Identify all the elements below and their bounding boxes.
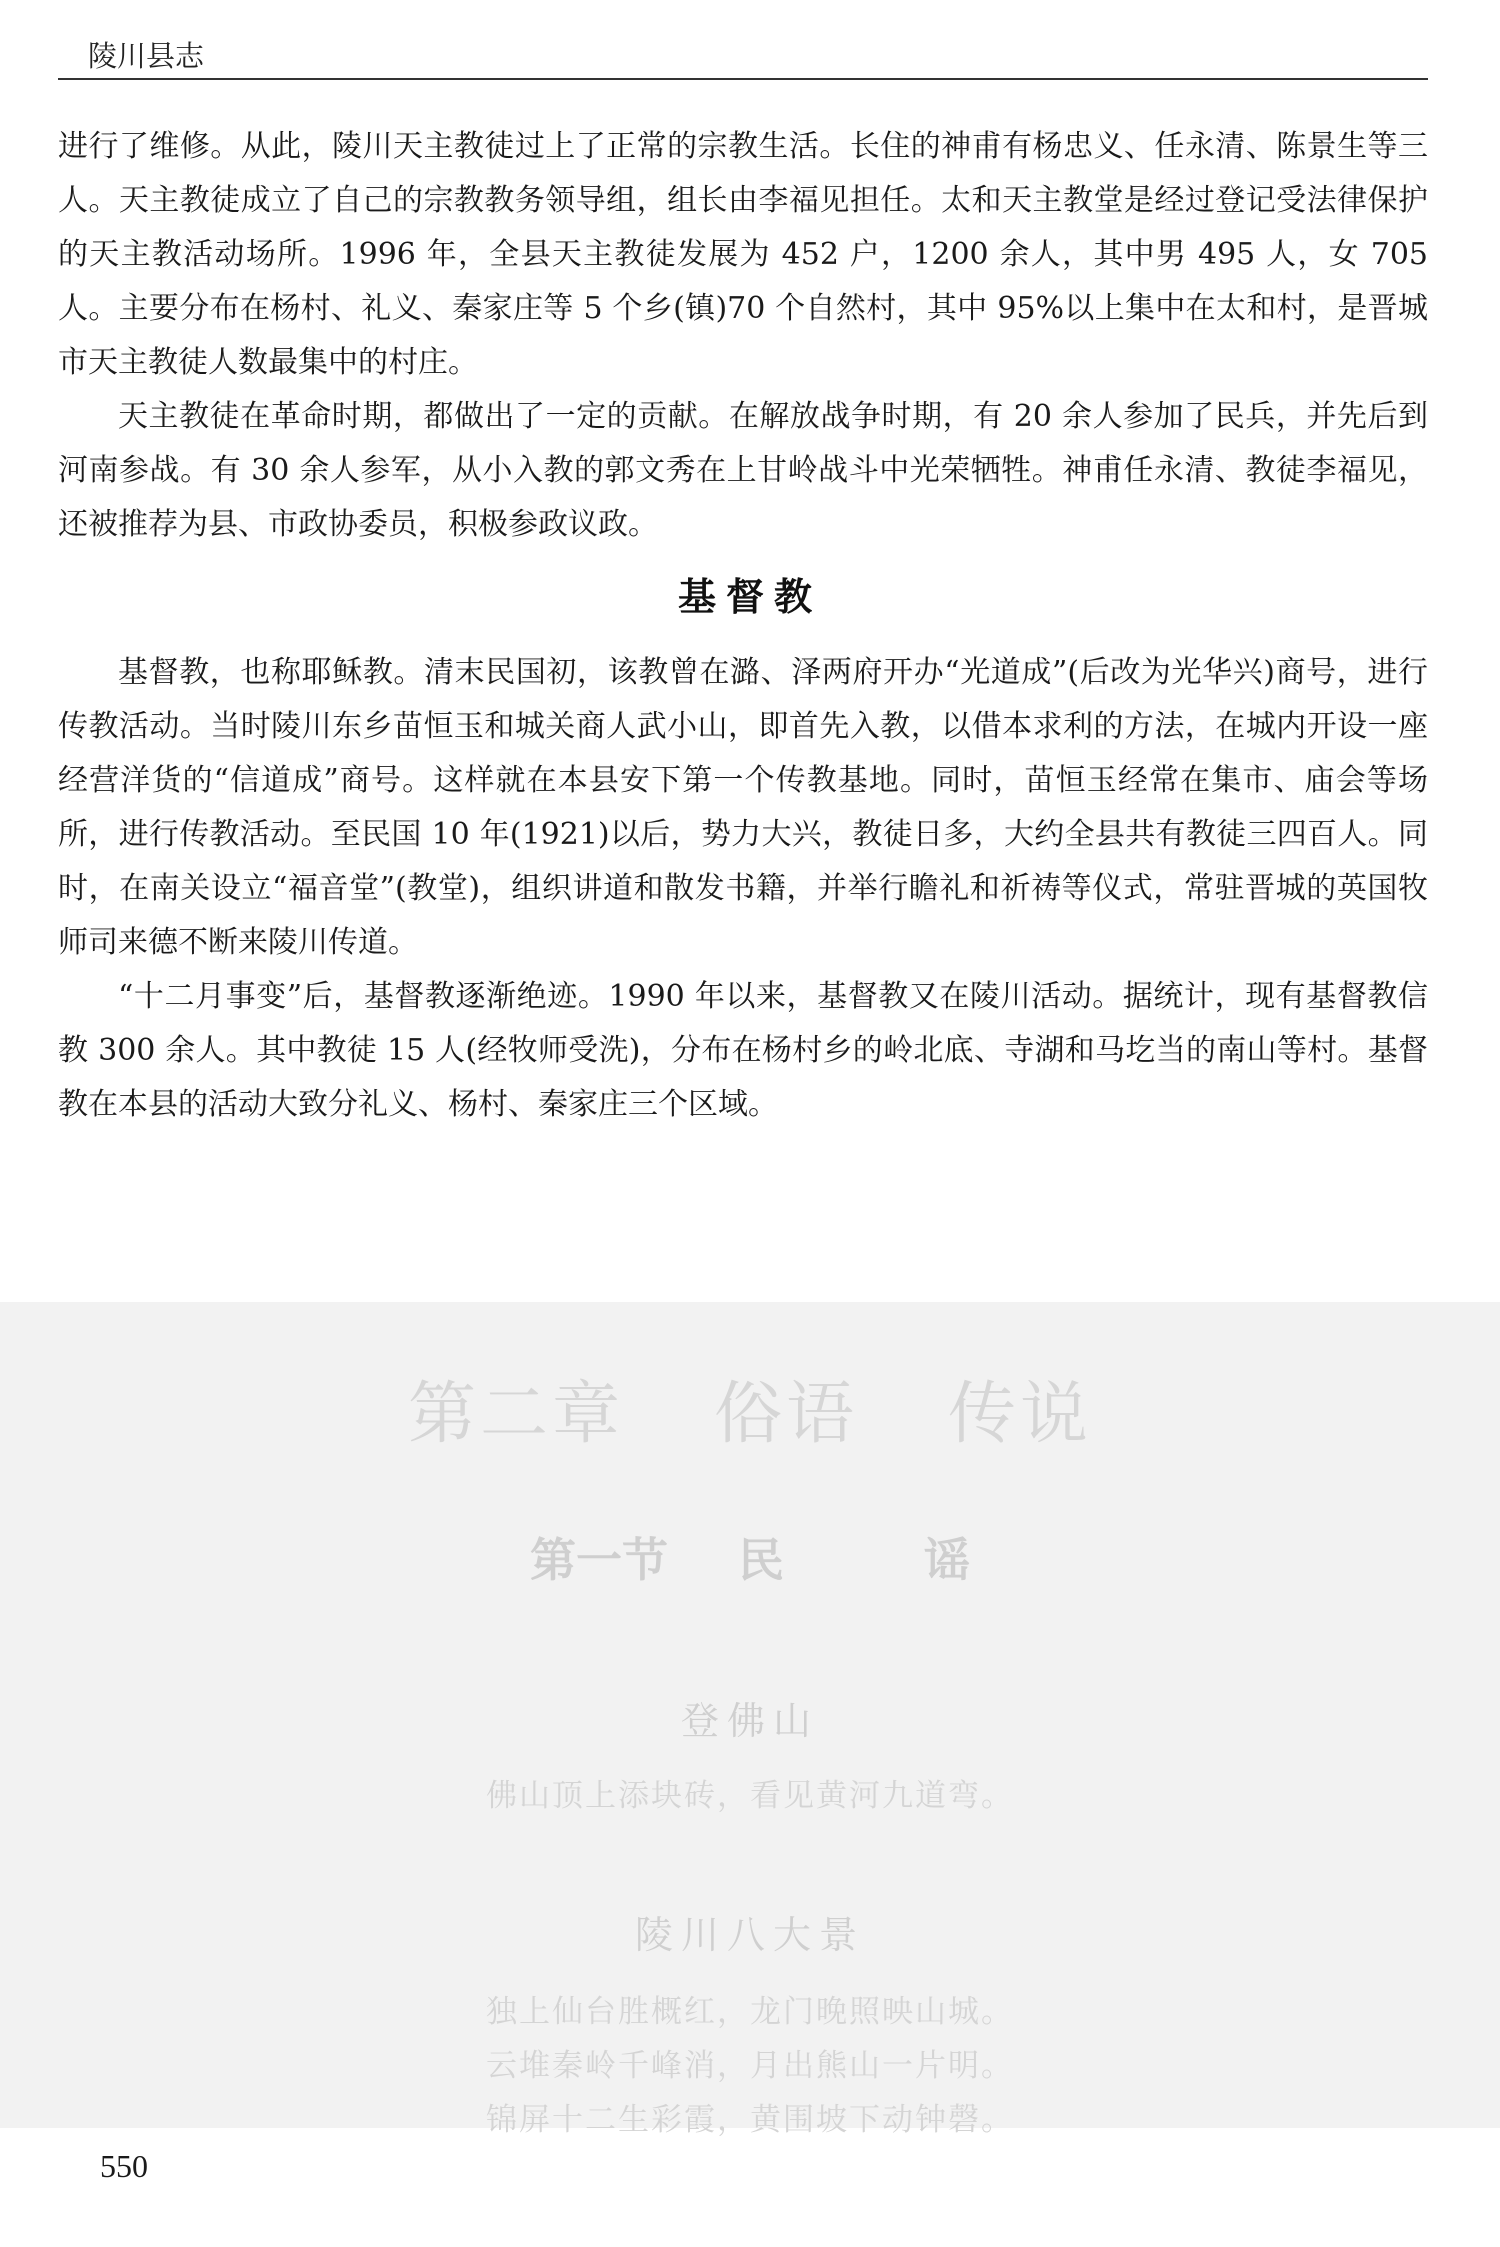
chapter-number: 第二章 xyxy=(407,1375,624,1454)
poem-line: 云堆秦岭千峰消，月出熊山一片明。 xyxy=(486,2048,1014,2084)
chapter-name-part1: 俗语 xyxy=(713,1375,858,1454)
poem-line: 独上仙台胜概红，龙门晚照映山城。 xyxy=(486,1994,1014,2030)
section-name-a: 民 xyxy=(738,1533,784,1587)
section-number: 第一节 xyxy=(530,1533,668,1587)
paragraph: 基督教，也称耶稣教。清末民国初，该教曾在潞、泽两府开办“光道成”(后改为光华兴)商号，进行传教活动。当时陵川东乡苗恒玉和城关商人武小山，即首先入教，以借本求利的方法，在城内开设一座经营洋货的“信道成”商号。这样就在本县安下第一个传教基地。同时，苗恒玉经常在集市、庙会等场所，进行传教活动。至民国 10 年(1921)以后，势力大兴，教徒日多，大约全县共有教徒三四百人。同时，在南关设立“福音堂”(教堂)，组织讲道和散发书籍，并举行瞻礼和祈祷等仪式，常驻晋城的英国牧师司来德不断来陵川传道。 xyxy=(58,655,1428,960)
poem-title: 登佛山 xyxy=(680,1699,819,1743)
poem-line: 佛山顶上添块砖，看见黄河九道弯。 xyxy=(486,1778,1014,1814)
section-title: 基督教 xyxy=(677,575,822,619)
header-rule xyxy=(58,78,1428,80)
poem-line: 锦屏十二生彩霞，黄围坡下动钟磬。 xyxy=(486,2102,1014,2138)
section-name-b: 谣 xyxy=(924,1533,970,1587)
next-page-preview xyxy=(0,1302,1500,2138)
page-number: 550 xyxy=(100,2148,148,2184)
section-heading xyxy=(0,1524,1500,1590)
paragraph: “十二月事变”后，基督教逐渐绝迹。1990 年以来，基督教又在陵川活动。据统计，现有基督教信教 300 余人。其中教徒 15 人(经牧师受洗)，分布在杨村乡的岭北底、寺湖和马圪当的南山等村。基督教在本县的活动大致分礼义、杨村、秦家庄三个区域。 xyxy=(58,979,1428,1122)
book-title: 陵川县志 xyxy=(88,39,205,73)
chapter-name-part2: 传说 xyxy=(948,1375,1093,1454)
paragraph: 进行了维修。从此，陵川天主教徒过上了正常的宗教生活。长住的神甫有杨忠义、任永清、陈景生等三人。天主教徒成立了自己的宗教教务领导组，组长由李福见担任。太和天主教堂是经过登记受法律保护的天主教活动场所。1996 年，全县天主教徒发展为 452 户，1200 余人，其中男 495 人，女 705 人。主要分布在杨村、礼义、秦家庄等 5 个乡(镇)70 个自然村，其中 95%以上集中在太和村，是晋城市天主教徒人数最集中的村庄。 xyxy=(58,129,1428,380)
christianity-section xyxy=(58,646,1428,1132)
chapter-title xyxy=(0,1360,1500,1457)
paragraph: 天主教徒在革命时期，都做出了一定的贡献。在解放战争时期，有 20 余人参加了民兵，并先后到河南参战。有 30 余人参军，从小入教的郭文秀在上甘岭战斗中光荣牺牲。神甫任永清、教徒李福见，还被推荐为县、市政协委员，积极参政议政。 xyxy=(58,399,1428,542)
running-header xyxy=(58,22,1428,72)
catholic-section xyxy=(58,120,1428,552)
poem-title: 陵川八大景 xyxy=(634,1913,865,1957)
